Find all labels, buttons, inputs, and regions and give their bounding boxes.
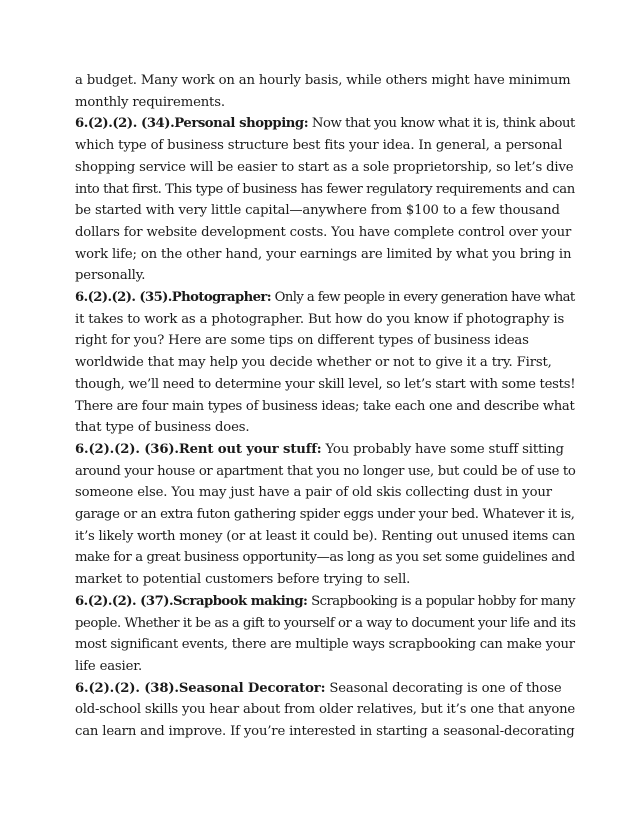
text-line xyxy=(75,699,575,721)
body-text: make for a great business opportunity—as long as you set some guidelines and xyxy=(75,550,575,566)
text-line xyxy=(75,417,575,439)
body-text: Scrapbooking is a popular hobby for many xyxy=(307,593,575,609)
text-line xyxy=(75,265,575,287)
body-text: personally. xyxy=(75,268,146,284)
body-text: Only a few people in every generation have what xyxy=(271,290,575,306)
body-text: old-school skills you hear about from older relatives, but it’s one that anyone xyxy=(75,702,576,718)
text-line xyxy=(75,569,575,591)
section-heading: 6.(2).(2). (38).Seasonal Decorator: xyxy=(75,680,326,696)
body-text: market to potential customers before trying to sell. xyxy=(75,572,411,588)
body-text: Now that you know what it is, think about xyxy=(308,116,575,132)
text-line xyxy=(75,330,575,352)
body-text: though, we’ll need to determine your skill level, so let’s start with some tests! xyxy=(75,376,576,392)
body-text: right for you? Here are some tips on different types of business ideas xyxy=(75,333,529,349)
text-line xyxy=(75,157,575,179)
text-line xyxy=(75,70,575,92)
text-line xyxy=(75,439,575,461)
body-text: most significant events, there are multiple ways scrapbooking can make your xyxy=(75,637,575,653)
text-line xyxy=(75,179,575,201)
body-text: can learn and improve. If you’re interested in starting a seasonal-decorating xyxy=(75,724,575,740)
body-text: Seasonal decorating is one of those xyxy=(325,680,562,696)
section-heading: 6.(2).(2). (34).Personal shopping: xyxy=(75,116,309,132)
body-text: garage or an extra futon gathering spider eggs under your bed. Whatever it is, xyxy=(75,507,575,523)
text-line xyxy=(75,547,575,569)
text-line xyxy=(75,678,575,700)
text-line xyxy=(75,309,575,331)
text-line xyxy=(75,135,575,157)
body-text: it’s likely worth money (or at least it could be). Renting out unused items can xyxy=(75,528,576,544)
body-text: a budget. Many work on an hourly basis, while others might have minimum xyxy=(75,73,571,88)
text-line xyxy=(75,461,575,483)
text-line xyxy=(75,92,575,114)
text-line xyxy=(75,656,575,678)
body-text: monthly requirements. xyxy=(75,94,225,110)
section-heading: 6.(2).(2). (35).Photographer: xyxy=(75,290,272,306)
body-text: work life; on the other hand, your earnings are limited by what you bring in xyxy=(75,246,572,262)
body-text: There are four main types of business ideas; take each one and describe what xyxy=(75,398,575,414)
body-text: people. Whether it be as a gift to yourself or a way to document your life and its xyxy=(75,615,576,631)
section-heading: 6.(2).(2). (37).Scrapbook making: xyxy=(75,593,308,609)
text-line xyxy=(75,244,575,266)
text-line xyxy=(75,352,575,374)
body-text: it takes to work as a photographer. But how do you know if photography is xyxy=(75,311,565,327)
text-line xyxy=(75,613,575,635)
body-text: that type of business does. xyxy=(75,420,250,436)
text-line xyxy=(75,200,575,222)
body-text: You probably have some stuff sitting xyxy=(321,441,564,457)
section-heading: 6.(2).(2). (36).Rent out your stuff: xyxy=(75,441,322,457)
text-line xyxy=(75,634,575,656)
text-line xyxy=(75,222,575,244)
body-text: shopping service will be easier to start as a sole proprietorship, so let’s dive xyxy=(75,159,574,175)
text-line xyxy=(75,504,575,526)
text-line xyxy=(75,482,575,504)
text-line xyxy=(75,526,575,548)
document-page xyxy=(75,70,575,743)
body-text: which type of business structure best fits your idea. In general, a personal xyxy=(75,138,563,154)
body-text: dollars for website development costs. You have complete control over your xyxy=(75,224,572,240)
body-text: worldwide that may help you decide whether or not to give it a try. First, xyxy=(75,355,552,371)
body-text: into that first. This type of business has fewer regulatory requirements and can xyxy=(75,181,575,197)
body-text: life easier. xyxy=(75,658,143,674)
text-line xyxy=(75,591,575,613)
text-line xyxy=(75,721,575,743)
text-line xyxy=(75,113,575,135)
body-text: around your house or apartment that you no longer use, but could be of use to xyxy=(75,463,576,479)
body-text: someone else. You may just have a pair of old skis collecting dust in your xyxy=(75,485,552,501)
text-line xyxy=(75,374,575,396)
text-line xyxy=(75,287,575,309)
text-line xyxy=(75,396,575,418)
body-text: be started with very little capital—anywhere from $100 to a few thousand xyxy=(75,203,560,219)
